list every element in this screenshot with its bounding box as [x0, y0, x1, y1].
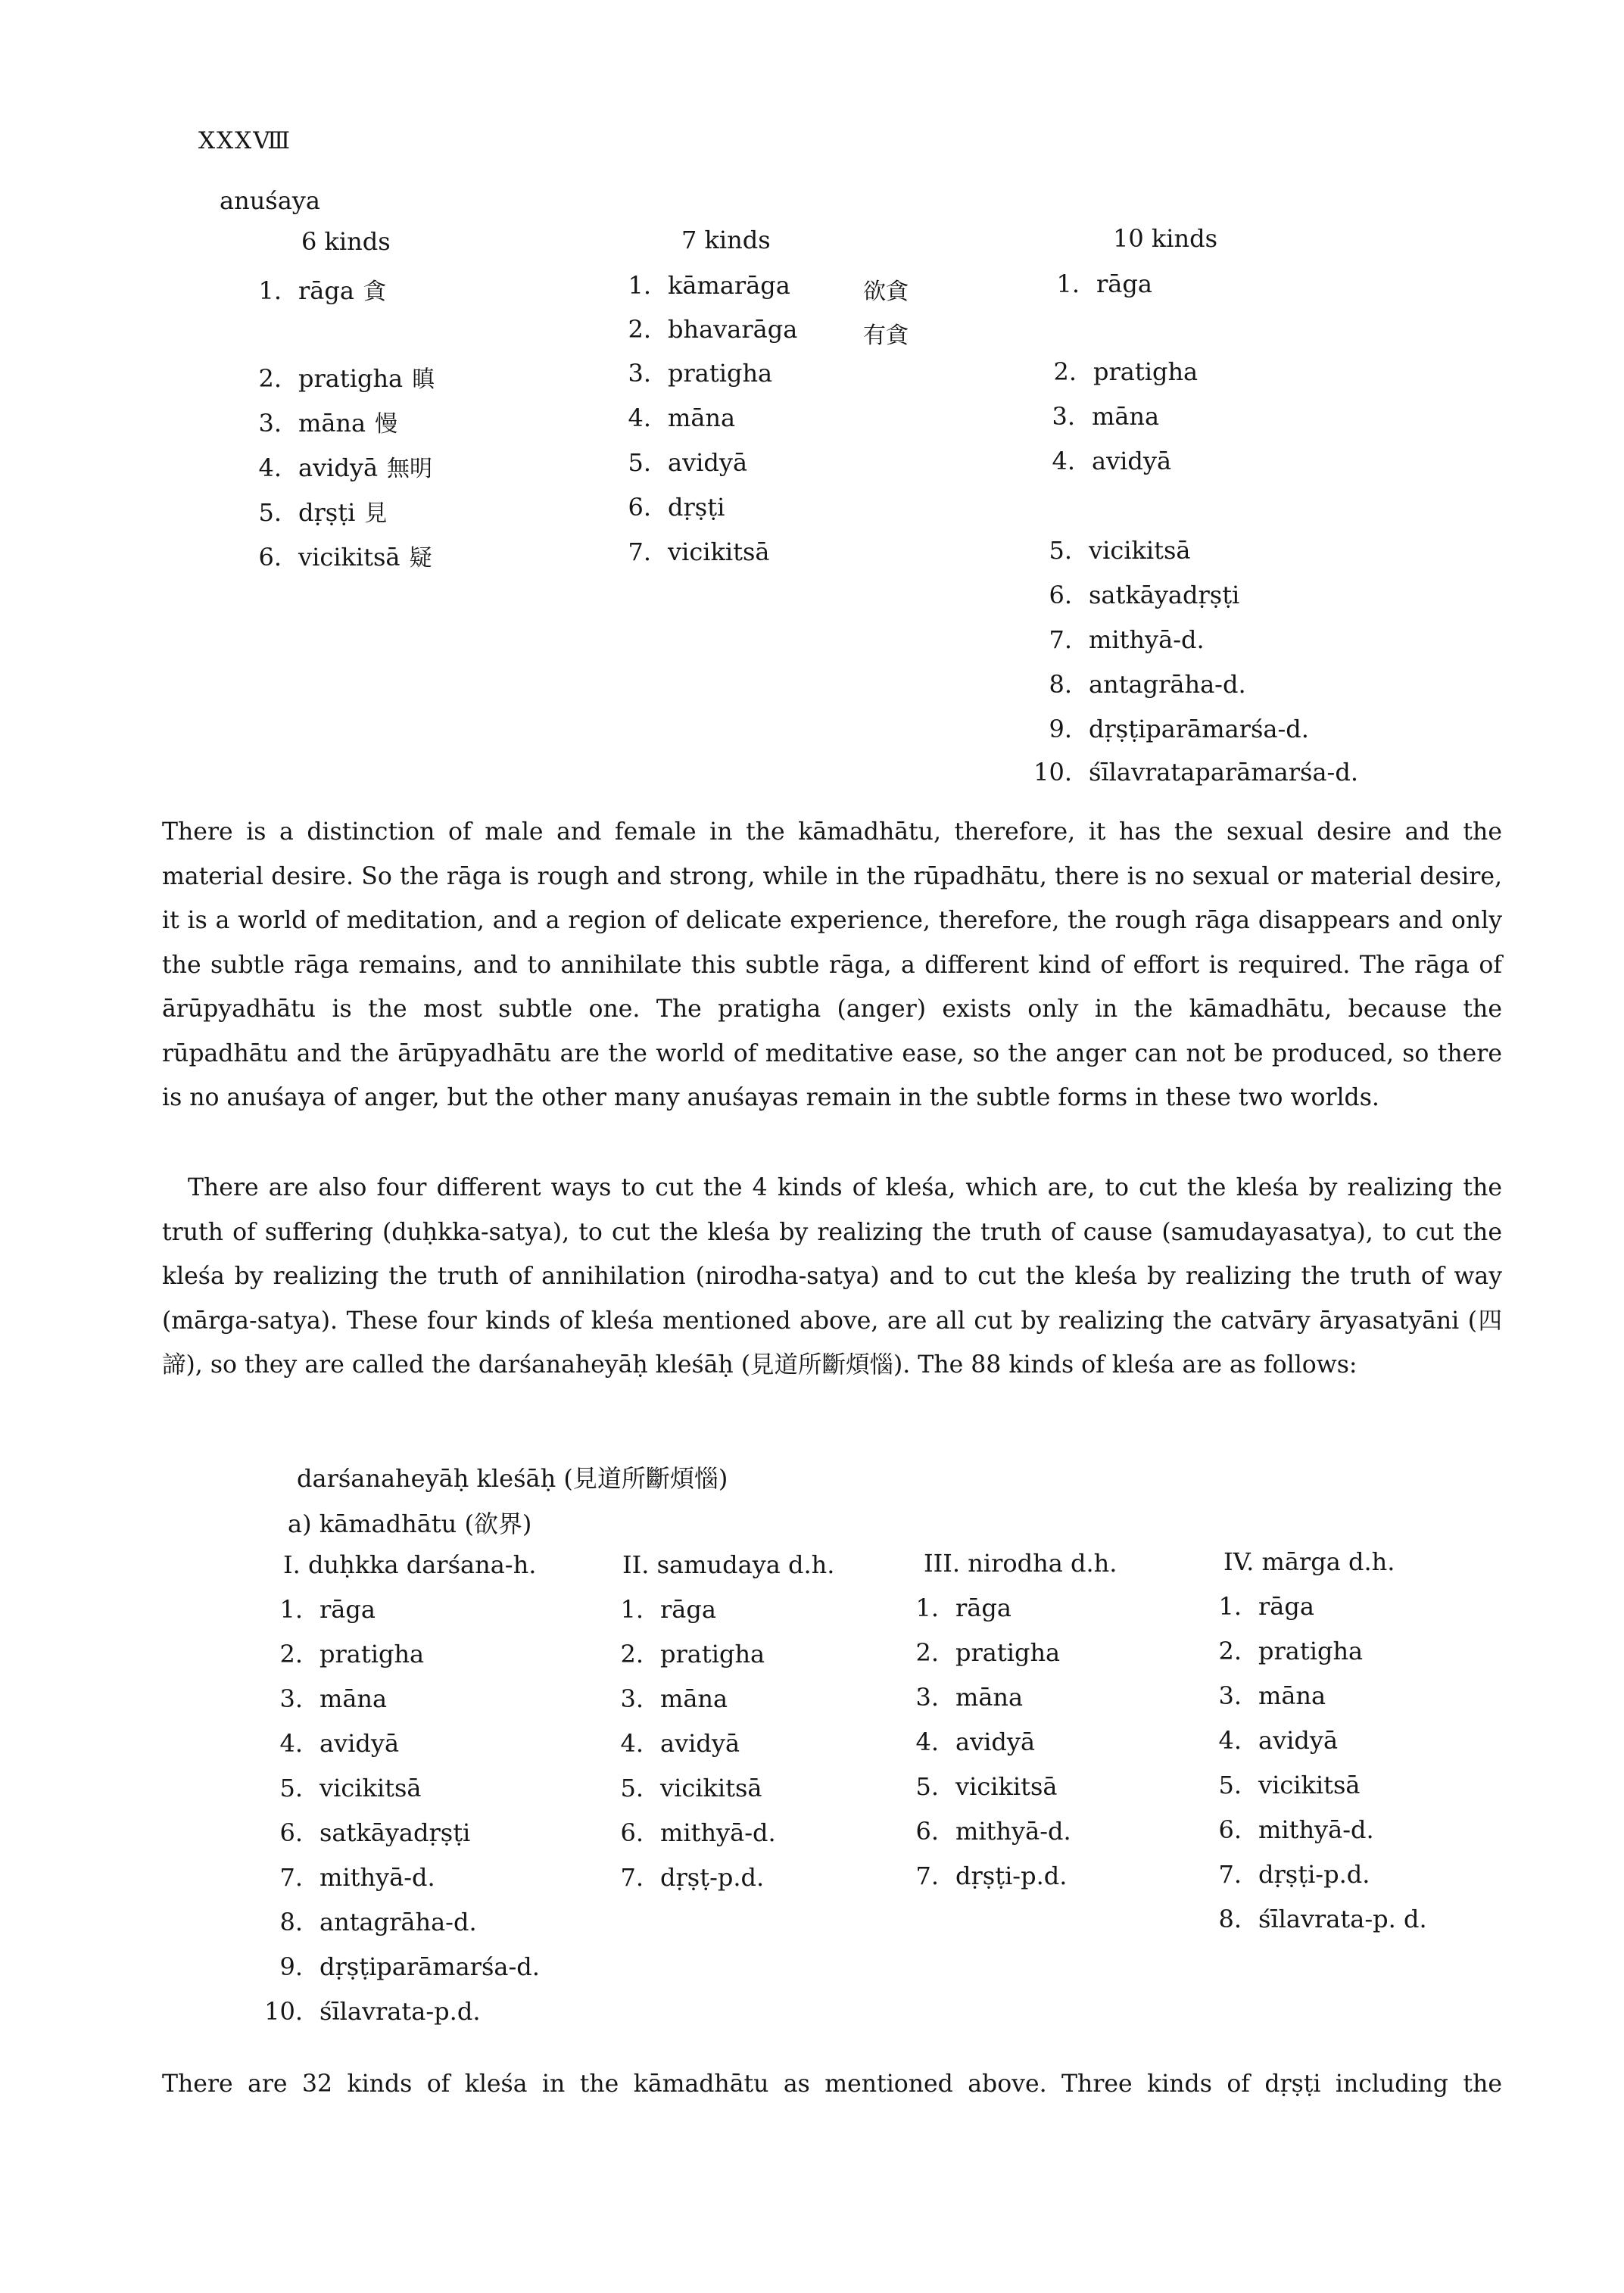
table-row: 4. avidyā: [620, 1729, 740, 1758]
table-row: 1. rāga: [279, 1595, 376, 1624]
table-row: 4. avidyā: [915, 1728, 1036, 1756]
column-header-nirodha: III. nirodha d.h.: [924, 1549, 1117, 1578]
column-header-duhkka: I. duḥkka darśana-h.: [283, 1550, 537, 1579]
list-item: 8. antagrāha-d.: [1049, 670, 1246, 699]
column-header-marga: IV. mārga d.h.: [1223, 1547, 1395, 1576]
paragraph-four-truths: There are also four different ways to cut the 4 kinds of kleśa, which are, to cut the kleśa by realizing the truth of suffering (duḥkka-satya), to cut the kleśa by realizing the truth of cause (samudayasatya), to cut the kleśa by realizing the truth of annihilation (nirodha-satya) and to cut the kleśa by realizing the truth of way (mārga-satya). These four kinds of kleśa mentioned above, are all cut by realizing the catvāry āryasatyāni (四諦), so they are called the darśanaheyāḥ kleśāḥ (見道所斷煩惱). The 88 kinds of kleśa are as follows:: [162, 1174, 1502, 1379]
table-row: 3. māna: [620, 1684, 728, 1713]
table-row: 5. vicikitsā: [279, 1774, 422, 1802]
table-row: 6. mithyā-d.: [620, 1818, 776, 1847]
table-row: 3. māna: [1218, 1681, 1326, 1710]
table-row: 7. dṛṣṭ-p.d.: [620, 1863, 765, 1892]
list-item: 5. vicikitsā: [1049, 536, 1191, 565]
table-row: 9. dṛṣṭiparāmarśa-d.: [279, 1952, 540, 1981]
table-row: 6. satkāyadṛṣṭi: [279, 1818, 471, 1847]
cjk-gloss: 有貪: [863, 322, 909, 349]
table-row: 5. vicikitsā: [1218, 1771, 1361, 1799]
table-row: 2. pratigha: [279, 1640, 425, 1668]
list-item: 10. śīlavrataparāmarśa-d.: [1033, 758, 1358, 787]
paragraph-closing: There are 32 kinds of kleśa in the kāmadhātu as mentioned above. Three kinds of dṛṣṭi including the: [162, 2070, 1502, 2098]
table-row: 5. vicikitsā: [915, 1772, 1058, 1801]
table-row: 7. dṛṣṭi-p.d.: [915, 1862, 1068, 1890]
page-number: XXXⅧ: [198, 127, 292, 154]
list-item: 5. avidyā: [628, 448, 748, 477]
table-row: 1. rāga: [1218, 1592, 1314, 1621]
list-item: 4. avidyā: [1052, 447, 1172, 475]
list-item: 2. bhavarāga: [628, 315, 798, 344]
paragraph-realms: There is a distinction of male and female in the kāmadhātu, therefore, it has the sexual desire and the material desire. So the rāga is rough and strong, while in the rūpadhātu, there is no sexual or material desire, it is a world of meditation, and a region of delicate experience, therefore, the rough rāga disappears and only the subtle rāga remains, and to annihilate this subtle rāga, a different kind of effort is required. The rāga of ārūpyadhātu is the most subtle one. The pratigha (anger) exists only in the kāmadhātu, because the rūpadhātu and the ārūpyadhātu are the world of meditative ease, so the anger can not be produced, so there is no anuśaya of anger, but the other many anuśayas remain in the subtle forms in these two worlds.: [162, 818, 1502, 1111]
list-item: 3. māna: [1052, 402, 1160, 431]
table-row: 5. vicikitsā: [620, 1774, 762, 1802]
list-item: 5. dṛṣṭi 見: [258, 498, 388, 527]
list-item: 1. rāga 貪: [258, 276, 386, 305]
table-row: 3. māna: [279, 1684, 388, 1713]
list-item: 4. avidyā 無明: [258, 453, 433, 482]
table-row: 1. rāga: [620, 1595, 716, 1624]
table-row: 2. pratigha: [1218, 1637, 1364, 1665]
list-item: 2. pratigha 瞋: [258, 364, 435, 393]
list-item: 7. mithyā-d.: [1049, 625, 1205, 654]
list-item: 1. rāga: [1056, 269, 1152, 298]
list-item: 6. satkāyadṛṣṭi: [1049, 581, 1240, 609]
table-row: 2. pratigha: [915, 1638, 1061, 1667]
table-row: 10. śīlavrata-p.d.: [264, 1997, 481, 2026]
table-row: 1. rāga: [915, 1594, 1011, 1622]
table-row: 8. antagrāha-d.: [279, 1908, 477, 1936]
cjk-gloss: 欲貪: [863, 279, 909, 305]
list-item: 7. vicikitsā: [628, 537, 770, 566]
column-header-seven-kinds: 7 kinds: [681, 226, 771, 254]
list-item: 6. vicikitsā 疑: [258, 543, 432, 572]
table-row: 7. dṛṣṭi-p.d.: [1218, 1860, 1370, 1889]
klesa-table-title: darśanaheyāḥ kleśāḥ (見道所斷煩惱): [297, 1464, 728, 1493]
section-title: anuśaya: [220, 186, 320, 215]
table-row: 8. śīlavrata-p. d.: [1218, 1905, 1427, 1933]
column-header-samudaya: II. samudaya d.h.: [622, 1550, 835, 1579]
table-row: 6. mithyā-d.: [1218, 1815, 1374, 1844]
list-item: 9. dṛṣṭiparāmarśa-d.: [1049, 715, 1309, 743]
list-item: 3. pratigha: [628, 359, 773, 388]
table-row: 6. mithyā-d.: [915, 1817, 1071, 1846]
table-row: 2. pratigha: [620, 1640, 765, 1668]
list-item: 3. māna 慢: [258, 409, 398, 438]
table-row: 4. avidyā: [1218, 1726, 1339, 1755]
table-row: 7. mithyā-d.: [279, 1863, 435, 1892]
table-row: 4. avidyā: [279, 1729, 400, 1758]
column-header-ten-kinds: 10 kinds: [1113, 224, 1218, 253]
list-item: 2. pratigha: [1053, 357, 1199, 386]
list-item: 6. dṛṣṭi: [628, 493, 725, 522]
list-item: 4. māna: [628, 403, 736, 432]
column-header-six-kinds: 6 kinds: [301, 227, 391, 256]
klesa-table-subtitle: a) kāmadhātu (欲界): [288, 1509, 532, 1538]
list-item: 1. kāmarāga: [628, 271, 790, 300]
table-row: 3. māna: [915, 1683, 1024, 1712]
